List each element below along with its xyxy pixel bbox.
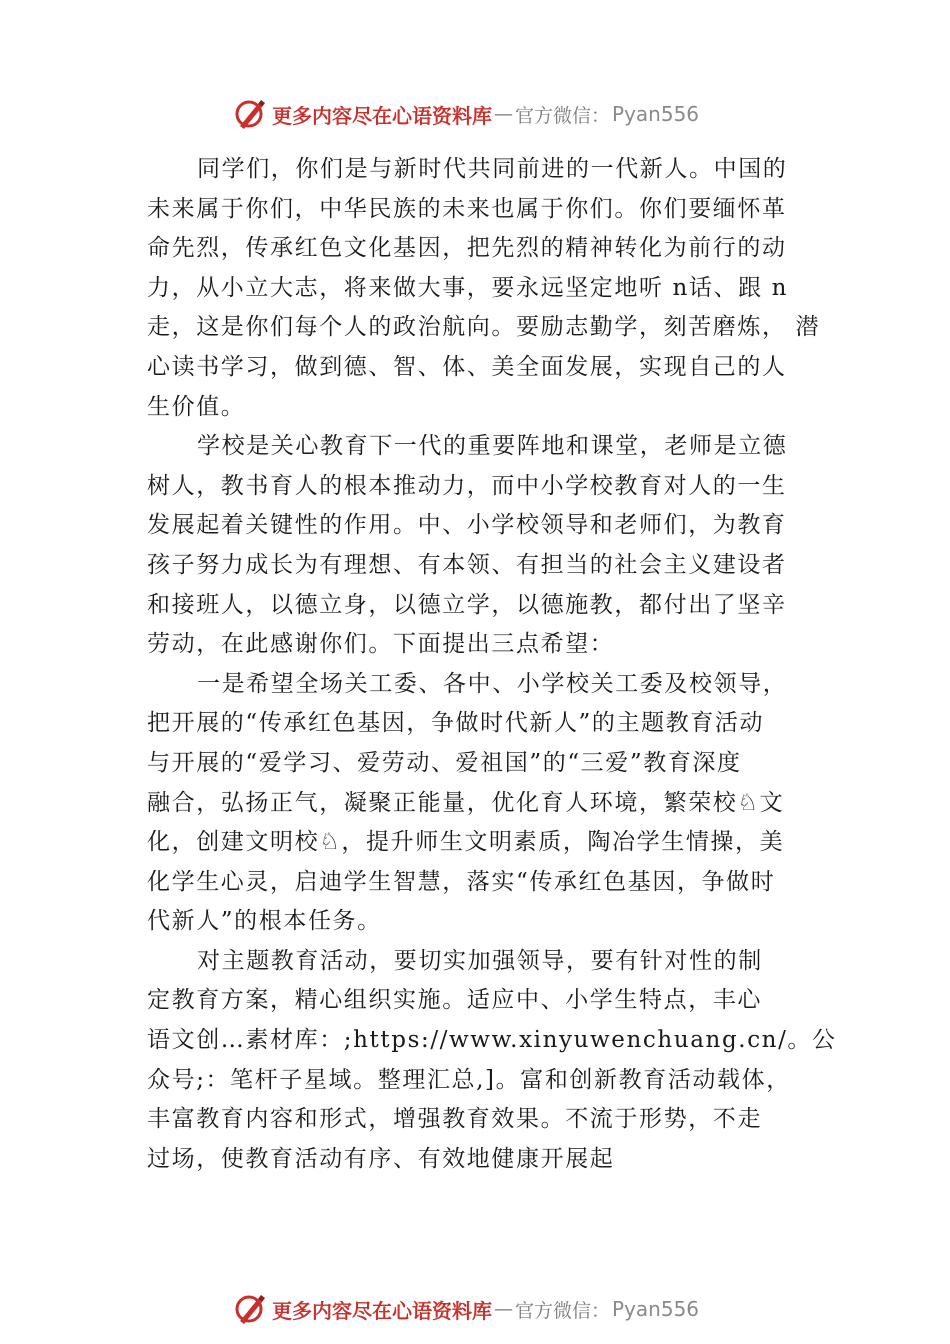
watermark-dash: —	[494, 1298, 513, 1320]
text-line: 发展起着关键性的作用。中、小学校领导和老师们，为教育	[147, 512, 787, 539]
watermark-brand: 更多内容尽在心语资料库	[272, 103, 492, 128]
pen-logo-icon	[232, 96, 268, 132]
text-line: 生价值。	[147, 393, 246, 420]
text-line: 命先烈，传承红色文化基因，把先烈的精神转化为前行的动	[147, 235, 787, 262]
document-body	[147, 150, 837, 1179]
text-line: 过场，使教育活动有序、有效地健康开展起	[147, 1145, 615, 1172]
text-line: 一是希望全场关工委、各中、小学校关工委及校领导，	[197, 670, 788, 697]
watermark-dash: —	[494, 103, 513, 125]
text-line: 孩子努力成长为有理想、有本领、有担当的社会主义建设者	[147, 551, 787, 578]
watermark-brand: 更多内容尽在心语资料库	[272, 1298, 492, 1323]
watermark-wechat-id: Pyan556	[612, 102, 700, 126]
text-line: 学校是关心教育下一代的重要阵地和课堂，老师是立德	[197, 433, 788, 460]
text-line: 和接班人，以德立身，以德立学，以德施教，都付出了坚辛	[147, 591, 787, 618]
text-line: 把开展的“传承红色基因，争做时代新人”的主题教育活动	[147, 710, 765, 737]
text-line: 融合，弘扬正气，凝聚正能量，优化育人环境，繁荣校♘文	[147, 789, 785, 816]
header-watermark	[232, 96, 699, 132]
text-line: 化学生心灵，启迪学生智慧，落实“传承红色基因，争做时	[147, 868, 776, 895]
text-line: 走，这是你们每个人的政治航向。要励志勤学，刻苦磨炼， 潜	[147, 314, 821, 341]
text-line: 劳动，在此感谢你们。下面提出三点希望：	[147, 631, 615, 658]
text-line: 未来属于你们，中华民族的未来也属于你们。你们要缅怀革	[147, 195, 787, 222]
text-line: 同学们，你们是与新时代共同前进的一代新人。中国的	[197, 156, 788, 182]
text-line: 对主题教育活动，要切实加强领导，要有针对性的制	[197, 947, 763, 974]
pen-logo-icon	[232, 1291, 268, 1327]
text-line: 与开展的“爱学习、爱劳动、爱祖国”的“三爱”教育深度	[147, 749, 742, 776]
text-line: 语文创…素材库：;https://www.xinyuwenchuang.cn/。公	[147, 1027, 837, 1054]
text-line: 化，创建文明校♘，提升师生文明素质，陶冶学生情操，美	[147, 829, 785, 856]
text-line: 力，从小立大志，将来做大事，要永远坚定地听 n话、跟 n	[147, 274, 789, 301]
text-line: 定教育方案，精心组织实施。适应中、小学生特点，丰心	[147, 987, 762, 1014]
footer-watermark	[232, 1291, 699, 1327]
text-line: 心读书学习，做到德、智、体、美全面发展，实现自己的人	[147, 353, 787, 380]
text-line: 树人，教书育人的根本推动力，而中小学校教育对人的一生	[147, 472, 787, 499]
watermark-label: 官方微信：	[515, 1299, 611, 1322]
text-line: 代新人”的根本任务。	[147, 908, 382, 935]
text-line: 丰富教育内容和形式，增强教育效果。不流于形势，不走	[147, 1106, 762, 1133]
watermark-label: 官方微信：	[515, 104, 611, 127]
watermark-wechat-id: Pyan556	[612, 1297, 700, 1321]
text-line: 众号;：笔杆子星域。整理汇总,]。富和创新教育活动载体，	[147, 1066, 791, 1093]
